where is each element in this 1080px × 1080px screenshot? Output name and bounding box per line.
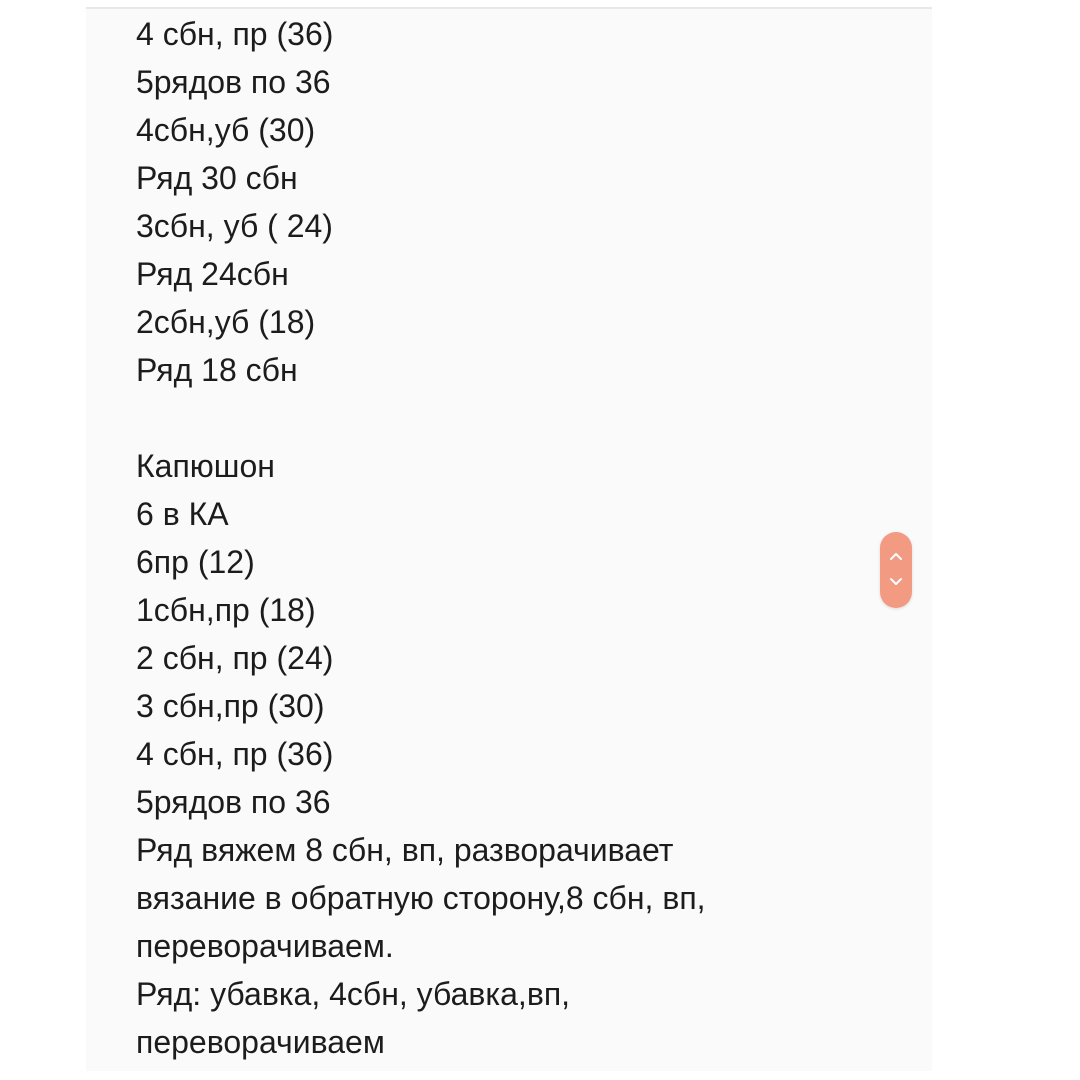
text-line: 4сбн,уб (30) bbox=[136, 112, 316, 148]
text-line: Ряд 18 сбн bbox=[136, 352, 298, 388]
text-line: Ряд вяжем 8 сбн, вп, разворачивает bbox=[136, 832, 674, 868]
text-line: 2 сбн, пр (24) bbox=[136, 640, 334, 676]
section-title: Капюшон bbox=[136, 448, 275, 484]
blank-line bbox=[136, 394, 706, 442]
text-line: вязание в обратную сторону,8 сбн, вп, bbox=[136, 880, 706, 916]
text-line: 1сбн,пр (18) bbox=[136, 592, 316, 628]
text-line: 5рядов по 36 bbox=[136, 64, 331, 100]
text-line: Ряд 24сбн bbox=[136, 256, 289, 292]
document-text bbox=[136, 10, 706, 1066]
text-line: 4 сбн, пр (36) bbox=[136, 16, 334, 52]
text-line: Ряд 30 сбн bbox=[136, 160, 298, 196]
text-line: 6пр (12) bbox=[136, 544, 255, 580]
text-line: переворачиваем bbox=[136, 1024, 385, 1060]
chevron-down-icon[interactable] bbox=[888, 576, 904, 588]
text-line: 5рядов по 36 bbox=[136, 784, 331, 820]
chevron-up-icon[interactable] bbox=[888, 550, 904, 562]
text-line: Ряд: убавка, 4сбн, убавка,вп, bbox=[136, 976, 571, 1012]
text-line: 4 сбн, пр (36) bbox=[136, 736, 334, 772]
text-line: переворачиваем. bbox=[136, 928, 394, 964]
text-line: 3 сбн,пр (30) bbox=[136, 688, 325, 724]
text-line: 6 в КА bbox=[136, 496, 229, 532]
scroll-handle[interactable] bbox=[880, 532, 912, 608]
text-line: 2сбн,уб (18) bbox=[136, 304, 316, 340]
text-line: 3сбн, уб ( 24) bbox=[136, 208, 333, 244]
